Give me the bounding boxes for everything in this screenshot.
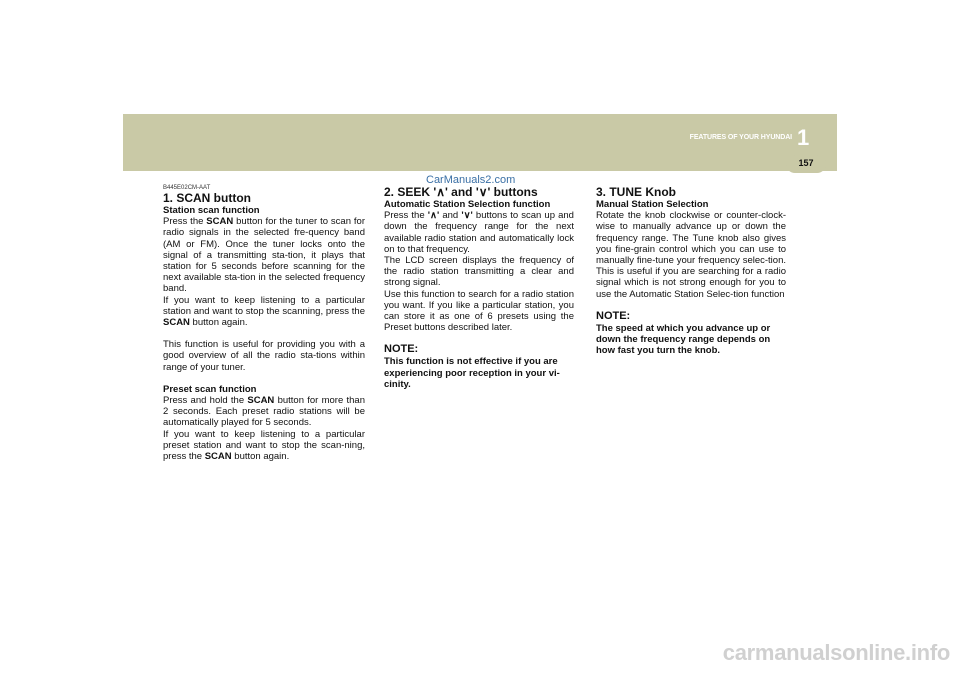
note-heading: NOTE:	[596, 309, 631, 322]
scan-heading: 1. SCAN button	[163, 191, 251, 205]
auto-selection-subheading: Automatic Station Selection function	[384, 199, 551, 210]
paragraph: The LCD screen displays the frequency of the radio station transmitting a clear and strong signal.	[384, 255, 574, 289]
header-band	[123, 114, 837, 171]
column-seek-buttons	[384, 186, 574, 390]
paragraph: If you want to keep listening to a particular station and want to stop the scanning, press the SCAN button again.	[163, 294, 365, 329]
manual-selection-subheading: Manual Station Selection	[596, 199, 709, 210]
column-tune-knob	[596, 186, 786, 356]
paragraph: This function is useful for providing you with a good overview of all the radio sta-tions within range of your tuner.	[163, 339, 365, 373]
paragraph: Press the '∧' and '∨' buttons to scan up and down the frequency range for the next available radio station and automatically lock on to that frequency.	[384, 210, 574, 255]
watermark-top: CarManuals2.com	[426, 174, 516, 186]
preset-scan-subheading: Preset scan function	[163, 383, 257, 395]
note-heading: NOTE:	[384, 343, 419, 356]
note-text: The speed at which you advance up or down the frequency range depends on how fast you turn the knob.	[596, 322, 771, 357]
paragraph: Rotate the knob clockwise or counter-clock-wise to manually advance up or down the frequency range. The Tune knob also gives you fine-grain control which you can use to manually fine-tune your frequency selec-tion. This is useful if you are searching for a radio signal which is not strong enough for you to use the Automatic Station Selec-tion function	[596, 210, 786, 300]
station-scan-subheading: Station scan function	[163, 205, 260, 216]
paragraph: Use this function to search for a radio station you want. If you like a particular station, you can store it as one of 6 presets using the Preset buttons described later.	[384, 288, 574, 334]
note-text: This function is not effective if you are experiencing poor reception in your vi-cinity.	[384, 356, 560, 390]
paragraph: Press the SCAN button for the tuner to scan for radio signals in the selected fre-quency band (AM or FM). Once the tuner locks onto the signal of a transmitting sta-tion, it plays that station for 5 seconds before scanning for the next available sta-tion in the selected frequency band.	[163, 216, 365, 295]
section-code: B445E02CM-AAT	[163, 185, 211, 191]
paragraph: Press and hold the SCAN button for more than 2 seconds. Each preset radio stations will be automatically played for 5 seconds.	[163, 395, 365, 429]
chapter-title: FEATURES OF YOUR HYUNDAI	[689, 134, 792, 141]
chapter-number: 1	[797, 125, 810, 150]
paragraph: If you want to keep listening to a particular preset station and want to stop the scan-ning, press the SCAN button again.	[163, 428, 365, 463]
tune-heading: 3. TUNE Knob	[596, 185, 676, 199]
watermark-bottom: carmanualsonline.info	[722, 640, 950, 665]
seek-heading: 2. SEEK '∧' and '∨' buttons	[384, 185, 538, 199]
column-scan-button	[163, 184, 365, 462]
page-number: 157	[798, 158, 814, 168]
